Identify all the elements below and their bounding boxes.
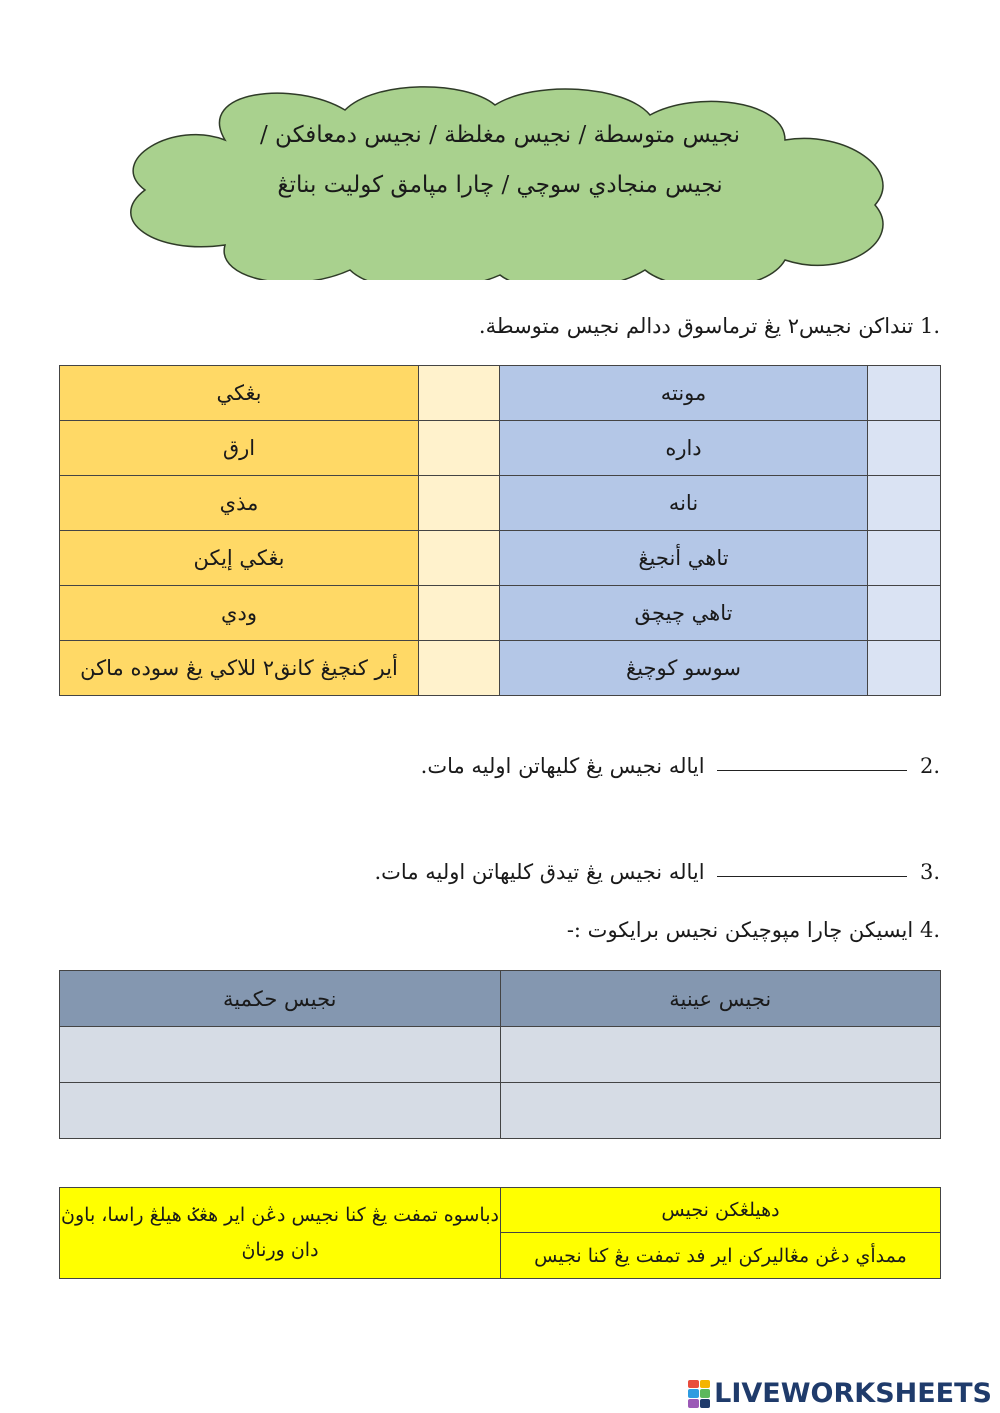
- drop-zone[interactable]: [500, 1083, 941, 1139]
- left-option: أير کنچيڠ کانق٢ للاکي يڠ سوده ماکن: [60, 641, 419, 696]
- right-option: نانه: [500, 476, 868, 531]
- answer-box[interactable]: [419, 531, 500, 586]
- drop-zone[interactable]: [60, 1083, 501, 1139]
- cloud-line-1: نجيس متوسطة / نجيس مغلظة / نجيس دمعافكن /: [260, 122, 740, 148]
- brand-text: LIVEWORKSHEETS: [714, 1378, 992, 1409]
- table-row: [60, 1027, 941, 1083]
- question-4: [567, 918, 940, 942]
- answer-box[interactable]: [419, 366, 500, 421]
- drop-zone[interactable]: [500, 1027, 941, 1083]
- right-option: سوسو کوچيڠ: [500, 641, 868, 696]
- answer-box[interactable]: [868, 476, 941, 531]
- answer-box[interactable]: [419, 421, 500, 476]
- question-text: ايسيکن چارا مپوچيکن نجيس برايکوت :-: [566, 918, 914, 942]
- table-row: [60, 476, 941, 531]
- right-option: تاهي أنجيڠ: [500, 531, 868, 586]
- question-text: تنداکن نجيس٢ يڠ ترماسوق ددالم نجيس متوسطة.: [478, 314, 914, 338]
- question-3: [374, 860, 940, 884]
- answer-box[interactable]: [868, 421, 941, 476]
- column-header-hukmiyah: نجيس حکمية: [60, 971, 501, 1027]
- cloud-line-2: نجيس منجادي سوچي / چارا مپامق کوليت بناتڠ: [277, 172, 723, 198]
- question-number: .4: [919, 918, 940, 942]
- column-header-ainiyah: نجيس عينية: [500, 971, 941, 1027]
- left-option: مذي: [60, 476, 419, 531]
- question-1: [479, 314, 940, 338]
- answer-box[interactable]: [868, 586, 941, 641]
- table-row: [60, 586, 941, 641]
- answer-box[interactable]: [868, 531, 941, 586]
- table-row: [60, 641, 941, 696]
- left-option: بڠکي: [60, 366, 419, 421]
- answer-box[interactable]: [419, 586, 500, 641]
- cleaning-table: [59, 970, 941, 1139]
- question-number: .3: [919, 860, 940, 884]
- answer-blank[interactable]: [717, 769, 907, 771]
- answer-card-table: [59, 1187, 941, 1279]
- table-header-row: [60, 971, 941, 1027]
- answer-card[interactable]: دهيلڠکن نجيس: [501, 1188, 941, 1233]
- answer-box[interactable]: [868, 641, 941, 696]
- left-option: ودي: [60, 586, 419, 641]
- question-number: .2: [919, 754, 940, 778]
- right-option: داره: [500, 421, 868, 476]
- answer-blank[interactable]: [717, 875, 907, 877]
- table-row: [60, 421, 941, 476]
- answer-box[interactable]: [868, 366, 941, 421]
- najis-choice-table: [59, 365, 941, 696]
- right-option: مونته: [500, 366, 868, 421]
- question-text: اياله نجيس يڠ کليهاتن اوليه مات.: [420, 754, 705, 778]
- brand-icon: [688, 1380, 710, 1408]
- right-option: تاهي چيچق: [500, 586, 868, 641]
- left-option: بڠکي إيکن: [60, 531, 419, 586]
- answer-card[interactable]: ممدأي دڠن مڠاليرکن اير فد تمفت يڠ کنا نجيس: [501, 1233, 941, 1279]
- question-text: اياله نجيس يڠ تيدق کليهاتن اوليه مات.: [374, 860, 705, 884]
- question-number: .1: [919, 314, 940, 338]
- table-row: [60, 531, 941, 586]
- table-row: [60, 1188, 941, 1233]
- drop-zone[interactable]: [60, 1027, 501, 1083]
- answer-card[interactable]: دباسوه تمفت يڠ کنا نجيس دڠن اير هڠݢ هيلڠ راسا، باوڽ دان ورناڽ: [60, 1188, 501, 1279]
- answer-box[interactable]: [419, 476, 500, 531]
- liveworksheets-logo: [688, 1378, 992, 1409]
- table-row: [60, 366, 941, 421]
- answer-box[interactable]: [419, 641, 500, 696]
- question-2: [421, 754, 940, 778]
- left-option: ارق: [60, 421, 419, 476]
- table-row: [60, 1083, 941, 1139]
